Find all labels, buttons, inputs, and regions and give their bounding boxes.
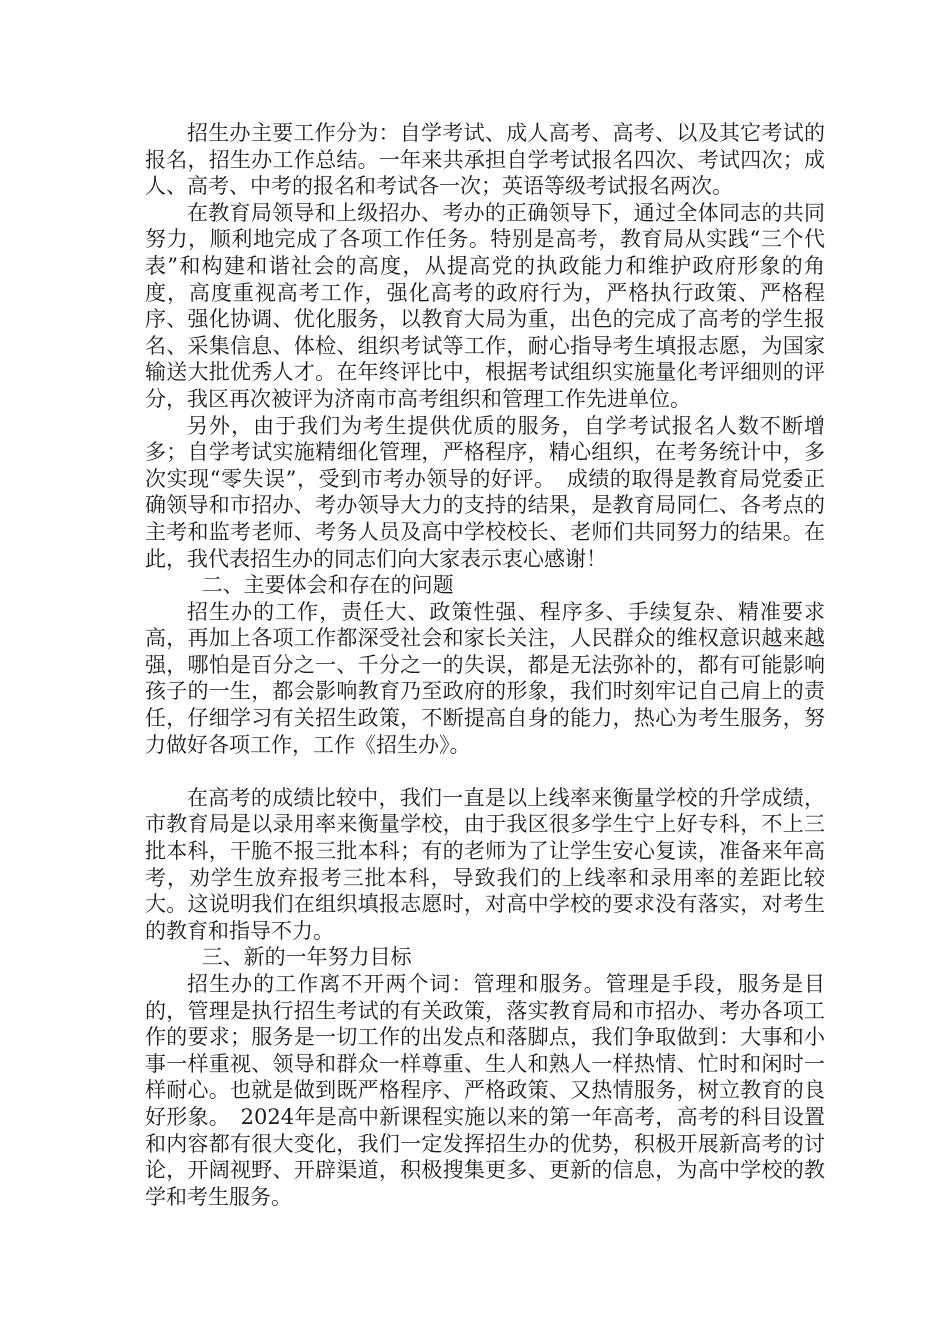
section-heading-goals: 三、新的一年努力目标 (201, 945, 412, 970)
paragraph-service-thanks: 另外，由于我们为考生提供优质的服务，自学考试报名人数不断增多；自学考试实施精细化管理，严格程序，精心组织，在考务统计中，多次实现“零失误”，受到市考办领导的好评。 成绩的取得是教育局党委正确领导和市招办、考办领导大力的支持的结果，是教育局同仁、各考点的主考和监考老师、考务人员及高中学校校长、老师们共同努力的结果。在此，我代表招生办的同志们向大家表示衷心感谢！ (145, 413, 825, 571)
section-heading-experience: 二、主要体会和存在的问题 (201, 573, 454, 598)
paragraph-problems: 在高考的成绩比较中，我们一直是以上线率来衡量学校的升学成绩，市教育局是以录用率来衡量学校，由于我区很多学生宁上好专科，不上三批本科，干脆不报三批本科；有的老师为了让学生安心复读，准备来年高考，劝学生放弃报考三批本科，导致我们的上线率和录用率的差距比较大。这说明我们在组织填报志愿时，对高中学校的要求没有落实，对考生的教育和指导不力。 (145, 785, 825, 943)
paragraph-responsibility: 招生办的工作，责任大、政策性强、程序多、手续复杂、精准要求高，再加上各项工作都深受社会和家长关注，人民群众的维权意识越来越强，哪怕是百分之一、千分之一的失误，都是无法弥补的，都有可能影响孩子的一生，都会影响教育乃至政府的形象，我们时刻牢记自己肩上的责任，仔细学习有关招生政策，不断提高自身的能力，热心为考生服务，努力做好各项工作，工作《招生办》。 (145, 599, 825, 757)
paragraph-achievements: 在教育局领导和上级招办、考办的正确领导下，通过全体同志的共同努力，顺利地完成了各项工作任务。特别是高考，教育局从实践“三个代表”和构建和谐社会的高度，从提高党的执政能力和维护政府形象的角度，高度重视高考工作，强化高考的政府行为，严格执行政策、严格程序、强化协调、优化服务，以教育大局为重，出色的完成了高考的学生报名、采集信息、体检、组织考试等工作，耐心指导考生填报志愿，为国家输送大批优秀人才。在年终评比中，根据考试组织实施量化考评细则的评分，我区再次被评为济南市高考组织和管理工作先进单位。 (145, 200, 825, 411)
paragraph-work-scope: 招生办主要工作分为：自学考试、成人高考、高考、以及其它考试的报名，招生办工作总结。一年来共承担自学考试报名四次、考试四次；成人、高考、中考的报名和考试各一次；英语等级考试报名两次。 (145, 121, 825, 199)
paragraph-spacer (145, 758, 825, 785)
paragraph-goals: 招生办的工作离不开两个词：管理和服务。管理是手段，服务是目的，管理是执行招生考试的有关政策，落实教育局和市招办、考办各项工作的要求；服务是一切工作的出发点和落脚点，我们争取做到：大事和小事一样重视、领导和群众一样尊重、生人和熟人一样热情、忙时和闲时一样耐心。也就是做到既严格程序、严格政策、又热情服务，树立教育的良好形象。 2024年是高中新课程实施以来的第一年高考，高考的科目设置和内容都有很大变化，我们一定发挥招生办的优势，积极开展新高考的讨论，开阔视野、开辟渠道，积极搜集更多、更新的信息，为高中学校的教学和考生服务。 (145, 972, 825, 1209)
document-body (145, 120, 825, 1210)
